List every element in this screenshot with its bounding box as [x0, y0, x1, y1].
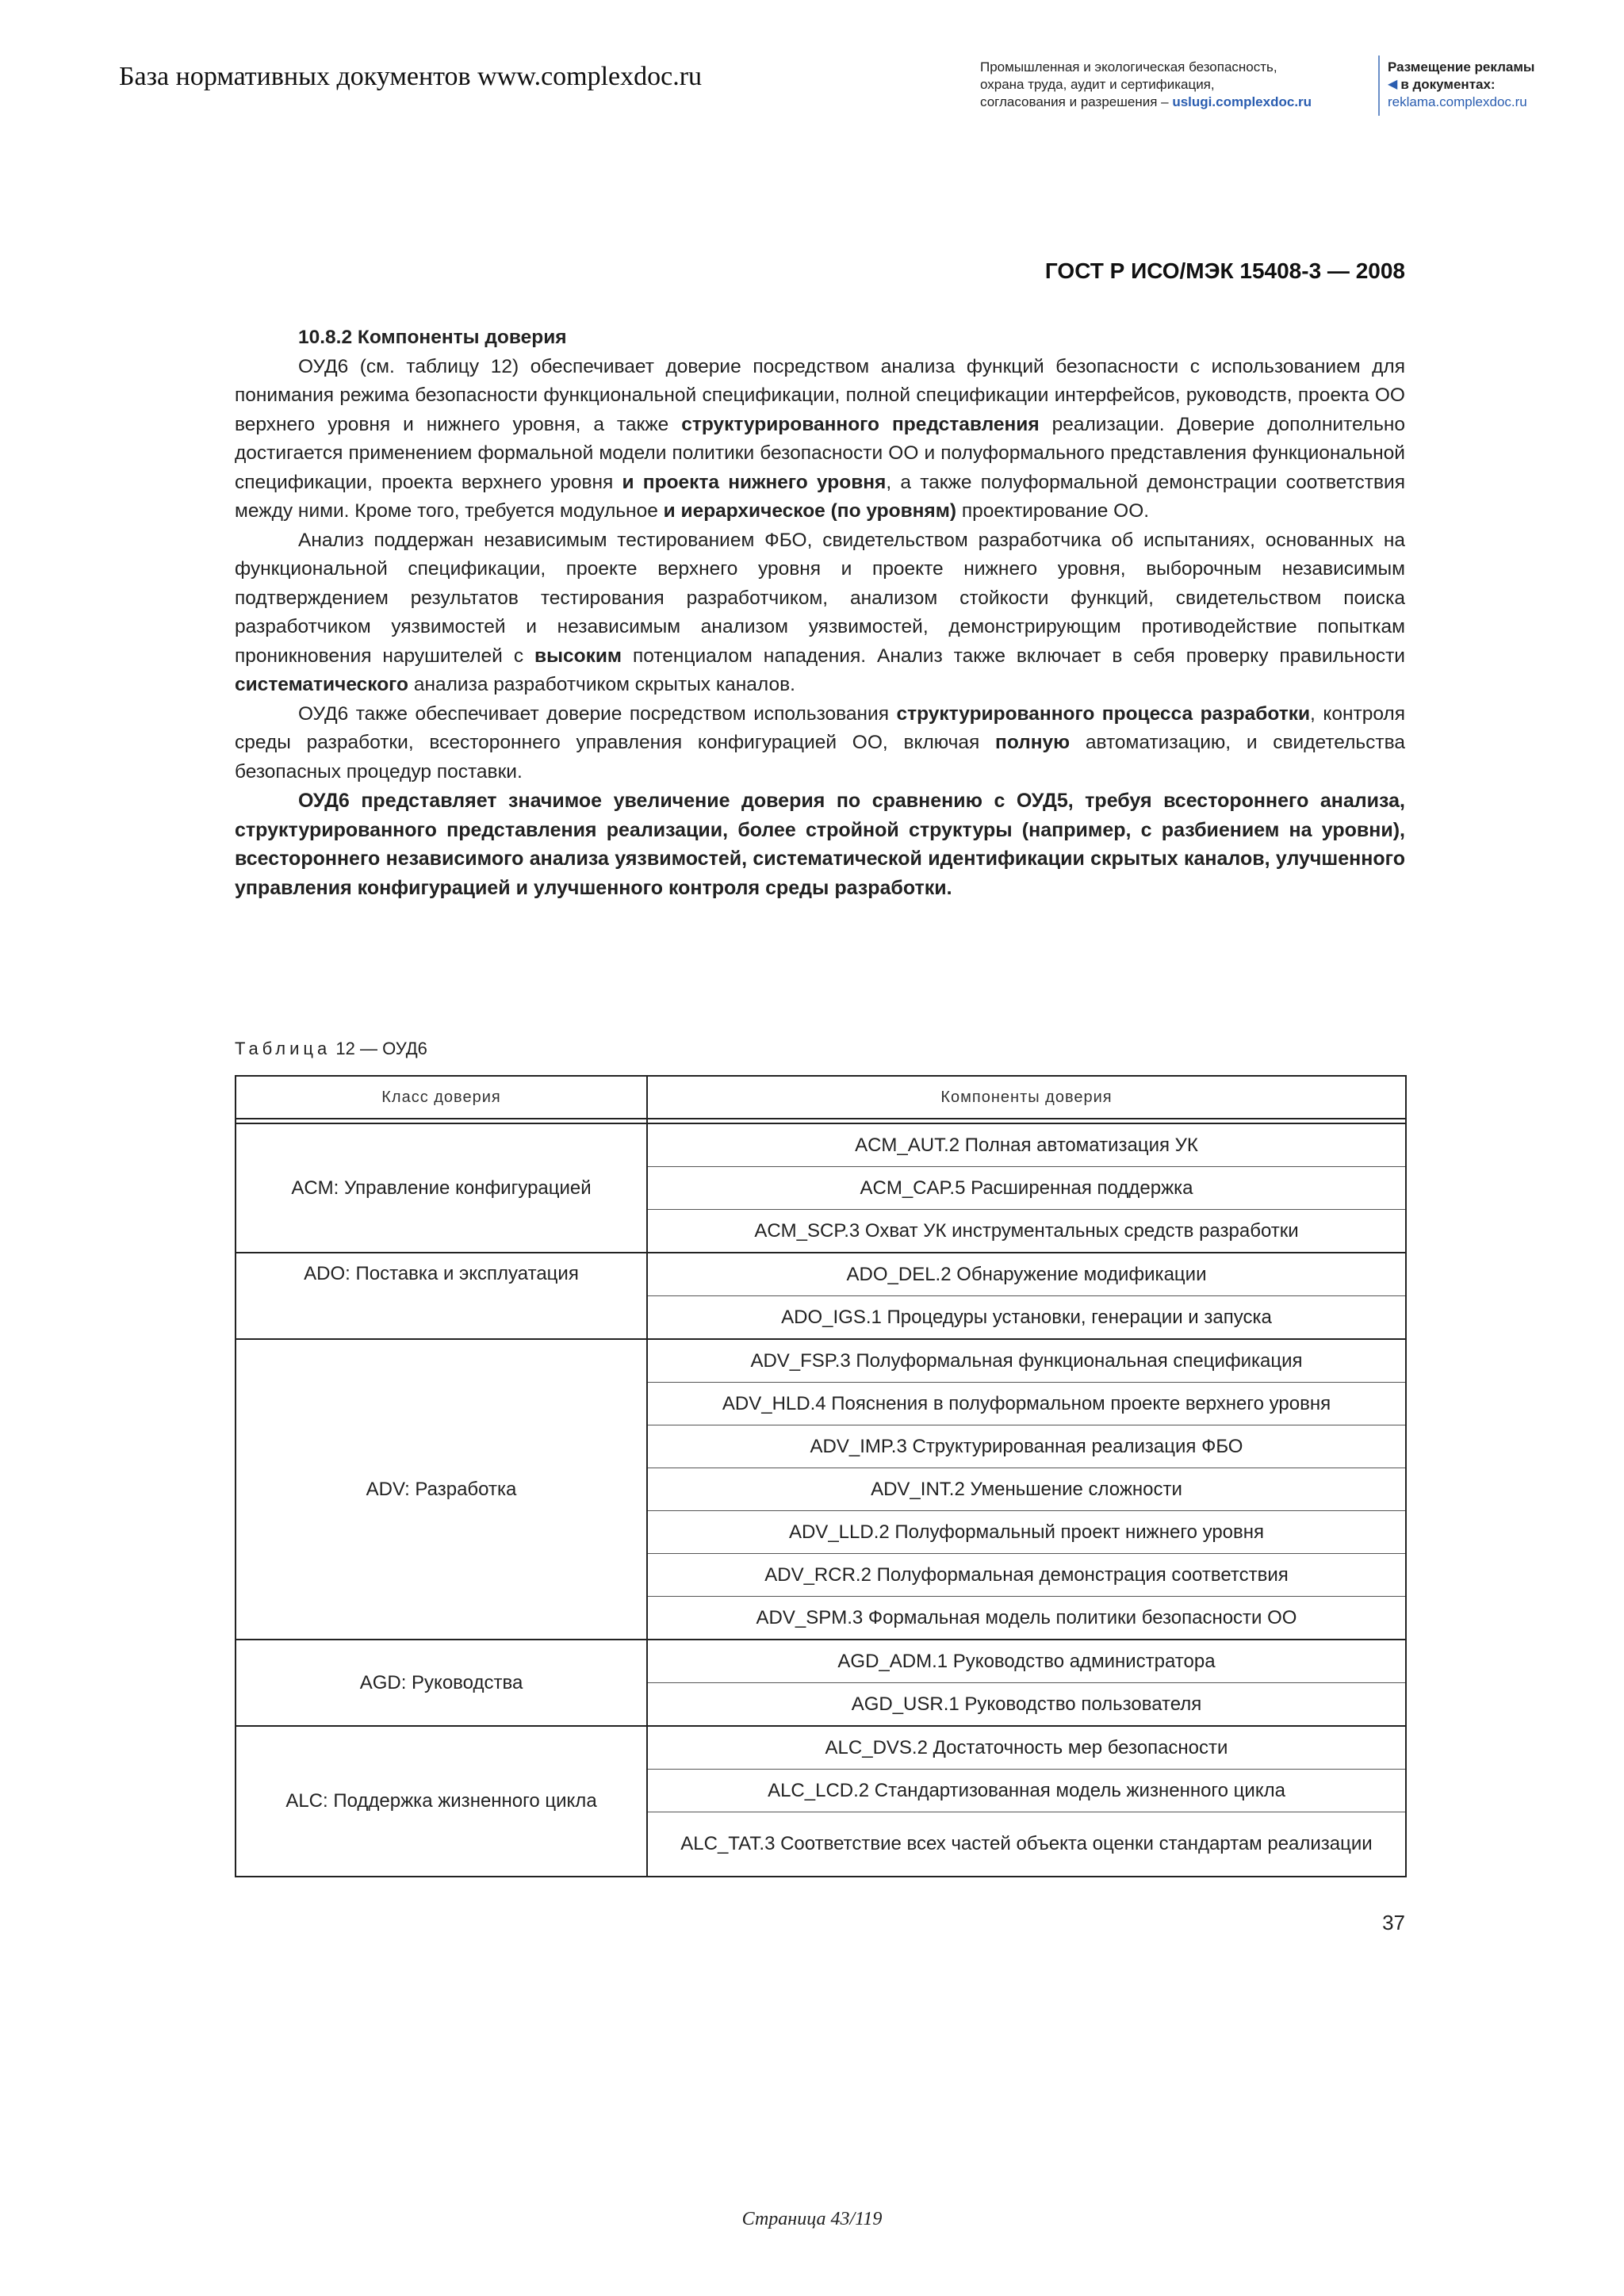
table-cell: ALC_DVS.2 Достаточность мер безопасности — [647, 1726, 1406, 1770]
table-cell: AGD_USR.1 Руководство пользователя — [647, 1683, 1406, 1727]
paragraph-1: ОУД6 (см. таблицу 12) обеспечивает доверие посредством анализа функций безопасности с использованием для понимания режима безопасности функциональной спецификации, полной спецификации интерфейсов, руководств, проекта ОО верхнего уровня и нижнего уровня, а также структурированного представления реализации. Доверие дополнительно достигается применением формальной модели политики безопасности ОО и полуформального представления функциональной спецификации, проекта верхнего уровня и проекта нижнего уровня, а также полуформальной демонстрации соответствия между ними. Кроме того, требуется модульное и иерархическое (по уровням) проектирование ОО. — [235, 355, 1406, 522]
table-cell: ACM_SCP.3 Охват УК инструментальных средств разработки — [647, 1210, 1406, 1253]
services-link[interactable]: uslugi.complexdoc.ru — [1172, 94, 1312, 109]
table-cell: ADO_IGS.1 Процедуры установки, генерации и запуска — [647, 1296, 1406, 1340]
table-cell: ADV_HLD.4 Пояснения в полуформальном проекте верхнего уровня — [647, 1383, 1406, 1425]
class-cell-agd: AGD: Руководства — [236, 1640, 647, 1726]
paragraph-2: Анализ поддержан независимым тестированием ФБО, свидетельством разработчика об испытаниях, основанных на функциональной спецификации, проекте верхнего уровня и проекте нижнего уровня, выборочным независимым подтверждением результатов тестирования разработчиком, анализом стойкости функций, свидетельством поиска разработчиком уязвимостей и независимым анализом уязвимостей, демонстрирующим противодействие попыткам проникновения нарушителей с высоким потенциалом нападения. Анализ также включает в себя проверку правильности систематического анализа разработчиком скрытых каналов. — [235, 529, 1405, 695]
class-cell-alc: ALC: Поддержка жизненного цикла — [236, 1726, 647, 1877]
table-cell: ADV_FSP.3 Полуформальная функциональная спецификация — [647, 1339, 1406, 1383]
banner-divider — [1378, 55, 1380, 116]
class-cell-acm: ACM: Управление конфигурацией — [236, 1123, 647, 1253]
paragraph-3: ОУД6 также обеспечивает доверие посредством использования структурированного процесса разработки, контроля среды разработки, всестороннего управления конфигурацией ОО, включая полную автоматизацию, и свидетельства безопасных процедур поставки. — [235, 702, 1405, 783]
section-content — [235, 323, 1405, 902]
class-cell-adv: ADV: Разработка — [236, 1339, 647, 1640]
table-cell: ACM_AUT.2 Полная автоматизация УК — [647, 1123, 1406, 1167]
site-title: База нормативных документов www.complexdoc.ru — [119, 62, 703, 91]
table-cell: ACM_CAP.5 Расширенная поддержка — [647, 1167, 1406, 1210]
banner-line: Промышленная и экологическая безопасность, — [980, 59, 1277, 75]
class-cell-ado: ADO: Поставка и эксплуатация — [236, 1253, 647, 1339]
services-banner[interactable] — [980, 59, 1377, 111]
banner-line: охрана труда, аудит и сертификация, — [980, 77, 1215, 92]
section-heading: 10.8.2 Компоненты доверия — [298, 327, 567, 348]
banner-line: согласования и разрешения – — [980, 94, 1169, 109]
advertising-banner[interactable] — [1388, 59, 1534, 111]
banner-line: Размещение рекламы — [1388, 59, 1535, 75]
table-cell: ADV_INT.2 Уменьшение сложности — [647, 1468, 1406, 1511]
left-arrow-icon: ◀ — [1388, 78, 1398, 91]
advertising-link[interactable]: reklama.complexdoc.ru — [1388, 94, 1527, 109]
page-footer: Страница 43/119 — [741, 2209, 883, 2229]
page-number: 37 — [1382, 1911, 1405, 1934]
table-cell: ALC_LCD.2 Стандартизованная модель жизненного цикла — [647, 1770, 1406, 1812]
table-cell: ADO_DEL.2 Обнаружение модификации — [647, 1253, 1406, 1296]
table-cell: ADV_IMP.3 Структурированная реализация ФБО — [647, 1425, 1406, 1468]
assurance-table — [235, 1075, 1407, 1877]
table-cell: ADV_SPM.3 Формальная модель политики безопасности ОО — [647, 1597, 1406, 1640]
column-header-class: Класс доверия — [236, 1076, 647, 1119]
column-header-components: Компоненты доверия — [647, 1076, 1406, 1119]
document-id: ГОСТ Р ИСО/МЭК 15408-3 — 2008 — [1044, 258, 1405, 283]
table-caption: Таблица 12 — ОУД6 — [235, 1039, 427, 1058]
table-cell: ADV_RCR.2 Полуформальная демонстрация соответствия — [647, 1554, 1406, 1597]
paragraph-4: ОУД6 представляет значимое увеличение доверия по сравнению с ОУД5, требуя всестороннего анализа, структурированного представления реализации, более стройной структуры (например, с разбиением на уровни), всестороннего независимого анализа уязвимостей, систематической идентификации скрытых каналов, улучшенного управления конфигурацией и улучшенного контроля среды разработки. — [235, 790, 1405, 899]
table-cell: AGD_ADM.1 Руководство администратора — [647, 1640, 1406, 1683]
table-cell: ADV_LLD.2 Полуформальный проект нижнего уровня — [647, 1511, 1406, 1554]
banner-line: в документах: — [1400, 77, 1496, 92]
table-cell: ALC_TAT.3 Соответствие всех частей объекта оценки стандартам реализации — [647, 1812, 1406, 1877]
